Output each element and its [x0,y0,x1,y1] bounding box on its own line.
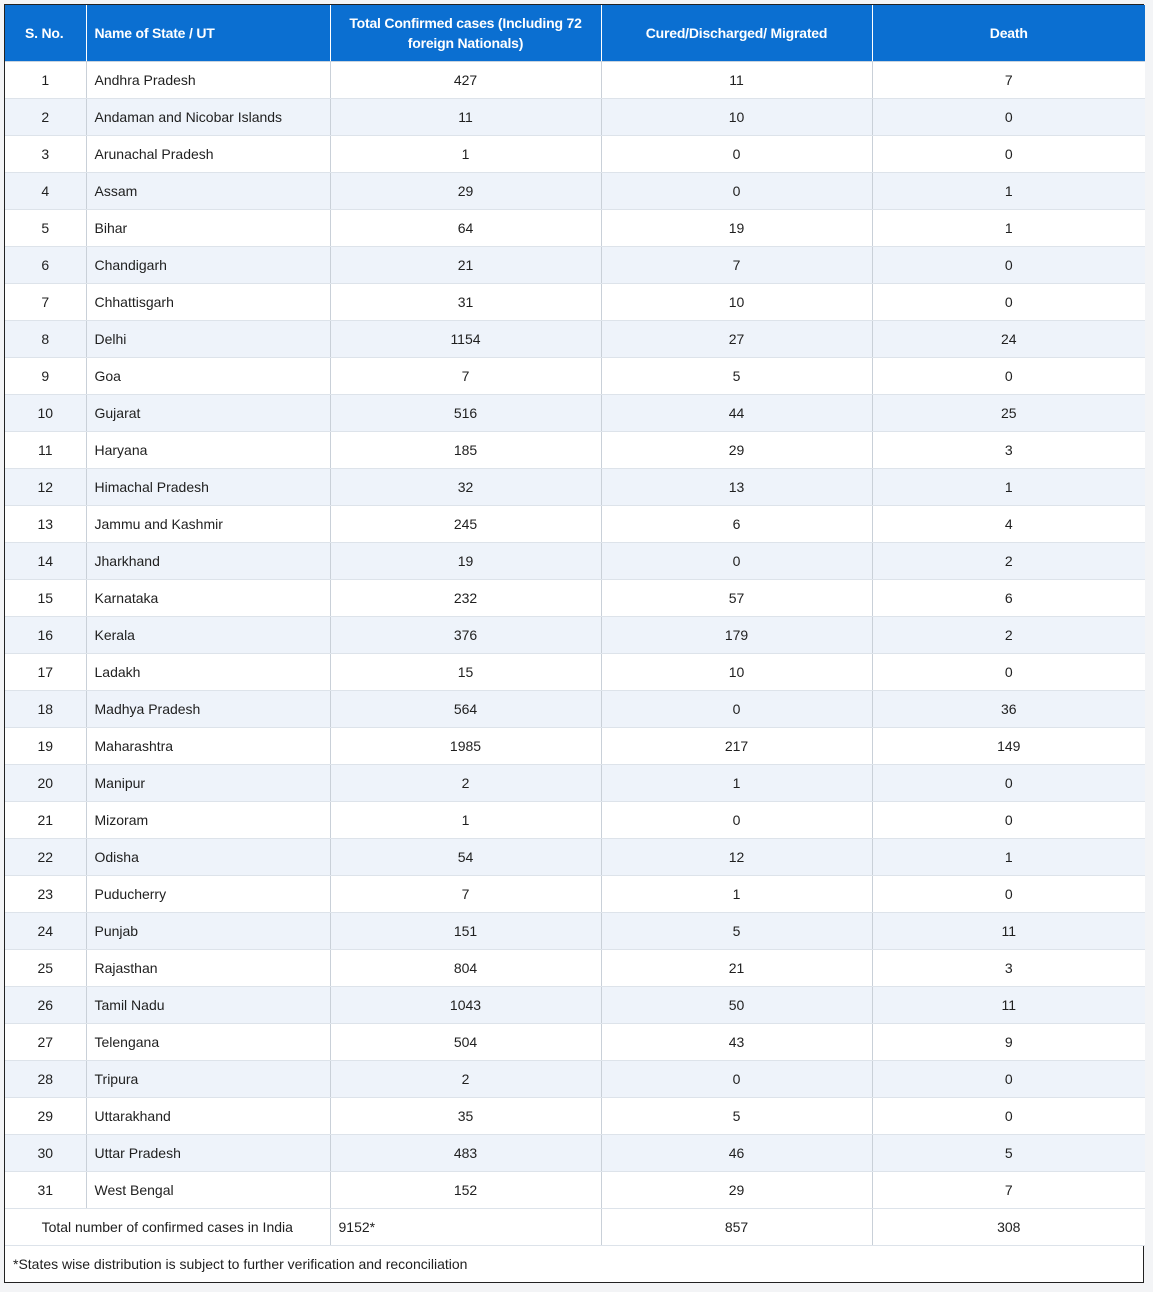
cell-state-name: Andaman and Nicobar Islands [86,99,330,136]
cell-cured: 29 [601,1172,872,1209]
cell-death: 2 [872,617,1145,654]
cell-cured: 0 [601,543,872,580]
cell-state-name: Chhattisgarh [86,284,330,321]
cell-cured: 46 [601,1135,872,1172]
table-row [5,950,1145,987]
cell-death: 11 [872,913,1145,950]
cell-death: 149 [872,728,1145,765]
cell-state-name: Ladakh [86,654,330,691]
table-total [5,1209,1145,1246]
cell-death: 25 [872,395,1145,432]
cell-cured: 10 [601,99,872,136]
total-death: 308 [872,1209,1145,1246]
cell-cured: 179 [601,617,872,654]
table-row [5,728,1145,765]
cell-confirmed: 152 [330,1172,601,1209]
cell-confirmed: 564 [330,691,601,728]
cell-cured: 29 [601,432,872,469]
cell-state-name: Rajasthan [86,950,330,987]
cell-sno: 3 [5,136,86,173]
cell-cured: 57 [601,580,872,617]
table-row [5,469,1145,506]
cell-sno: 8 [5,321,86,358]
table-row [5,691,1145,728]
cell-state-name: Himachal Pradesh [86,469,330,506]
cell-cured: 43 [601,1024,872,1061]
cell-state-name: Uttarakhand [86,1098,330,1135]
cell-state-name: Kerala [86,617,330,654]
cell-sno: 21 [5,802,86,839]
header-cured: Cured/Discharged/ Migrated [601,5,872,62]
table-row [5,1098,1145,1135]
cell-death: 36 [872,691,1145,728]
cell-death: 4 [872,506,1145,543]
cell-state-name: Haryana [86,432,330,469]
cell-sno: 12 [5,469,86,506]
cell-death: 1 [872,173,1145,210]
cell-death: 0 [872,876,1145,913]
cell-death: 6 [872,580,1145,617]
cell-sno: 17 [5,654,86,691]
table-row [5,321,1145,358]
state-cases-table [5,5,1145,1246]
cell-state-name: Goa [86,358,330,395]
total-label: Total number of confirmed cases in India [5,1209,330,1246]
table-row [5,247,1145,284]
header-row [5,5,1145,62]
cell-state-name: Gujarat [86,395,330,432]
state-cases-table-container [4,4,1144,1283]
cell-cured: 1 [601,765,872,802]
cell-death: 0 [872,1061,1145,1098]
cell-cured: 12 [601,839,872,876]
cell-sno: 2 [5,99,86,136]
table-row [5,136,1145,173]
cell-state-name: Jammu and Kashmir [86,506,330,543]
header-death: Death [872,5,1145,62]
cell-confirmed: 21 [330,247,601,284]
cell-death: 3 [872,432,1145,469]
cell-confirmed: 15 [330,654,601,691]
cell-cured: 21 [601,950,872,987]
cell-death: 0 [872,358,1145,395]
cell-sno: 19 [5,728,86,765]
header-state-name: Name of State / UT [86,5,330,62]
cell-cured: 5 [601,358,872,395]
cell-confirmed: 245 [330,506,601,543]
table-row [5,210,1145,247]
table-row [5,395,1145,432]
cell-death: 0 [872,284,1145,321]
table-row [5,654,1145,691]
cell-confirmed: 151 [330,913,601,950]
cell-state-name: Odisha [86,839,330,876]
cell-state-name: Mizoram [86,802,330,839]
cell-sno: 24 [5,913,86,950]
table-row [5,62,1145,99]
cell-state-name: Tamil Nadu [86,987,330,1024]
table-row [5,1135,1145,1172]
cell-sno: 6 [5,247,86,284]
cell-state-name: Manipur [86,765,330,802]
cell-death: 24 [872,321,1145,358]
cell-sno: 20 [5,765,86,802]
cell-death: 0 [872,765,1145,802]
cell-confirmed: 32 [330,469,601,506]
table-row [5,432,1145,469]
cell-confirmed: 1043 [330,987,601,1024]
cell-state-name: Madhya Pradesh [86,691,330,728]
table-row [5,617,1145,654]
cell-cured: 5 [601,1098,872,1135]
cell-sno: 15 [5,580,86,617]
cell-death: 7 [872,62,1145,99]
cell-confirmed: 804 [330,950,601,987]
cell-death: 1 [872,839,1145,876]
cell-confirmed: 31 [330,284,601,321]
cell-death: 9 [872,1024,1145,1061]
cell-sno: 26 [5,987,86,1024]
table-row [5,802,1145,839]
cell-state-name: West Bengal [86,1172,330,1209]
cell-confirmed: 1 [330,136,601,173]
cell-cured: 19 [601,210,872,247]
cell-cured: 0 [601,173,872,210]
cell-death: 5 [872,1135,1145,1172]
total-row [5,1209,1145,1246]
header-total-confirmed: Total Confirmed cases (Including 72 foreign Nationals) [330,5,601,62]
cell-confirmed: 516 [330,395,601,432]
cell-confirmed: 7 [330,876,601,913]
cell-sno: 11 [5,432,86,469]
table-row [5,543,1145,580]
cell-state-name: Tripura [86,1061,330,1098]
cell-sno: 31 [5,1172,86,1209]
cell-cured: 44 [601,395,872,432]
cell-death: 11 [872,987,1145,1024]
total-cured: 857 [601,1209,872,1246]
table-row [5,284,1145,321]
cell-death: 3 [872,950,1145,987]
cell-cured: 7 [601,247,872,284]
cell-confirmed: 376 [330,617,601,654]
table-body [5,62,1145,1209]
cell-confirmed: 427 [330,62,601,99]
cell-cured: 13 [601,469,872,506]
cell-state-name: Bihar [86,210,330,247]
table-row [5,580,1145,617]
cell-cured: 0 [601,1061,872,1098]
cell-death: 1 [872,210,1145,247]
cell-confirmed: 54 [330,839,601,876]
cell-sno: 30 [5,1135,86,1172]
cell-state-name: Punjab [86,913,330,950]
cell-sno: 27 [5,1024,86,1061]
cell-state-name: Assam [86,173,330,210]
cell-death: 7 [872,1172,1145,1209]
header-sno: S. No. [5,5,86,62]
cell-sno: 1 [5,62,86,99]
cell-confirmed: 232 [330,580,601,617]
table-header [5,5,1145,62]
cell-sno: 25 [5,950,86,987]
cell-state-name: Chandigarh [86,247,330,284]
table-row [5,1024,1145,1061]
cell-cured: 27 [601,321,872,358]
cell-death: 2 [872,543,1145,580]
cell-state-name: Maharashtra [86,728,330,765]
cell-confirmed: 35 [330,1098,601,1135]
cell-state-name: Arunachal Pradesh [86,136,330,173]
cell-sno: 10 [5,395,86,432]
cell-cured: 10 [601,284,872,321]
cell-sno: 16 [5,617,86,654]
cell-state-name: Andhra Pradesh [86,62,330,99]
table-row [5,839,1145,876]
cell-death: 1 [872,469,1145,506]
cell-state-name: Uttar Pradesh [86,1135,330,1172]
cell-death: 0 [872,247,1145,284]
cell-state-name: Jharkhand [86,543,330,580]
cell-confirmed: 1985 [330,728,601,765]
cell-sno: 23 [5,876,86,913]
cell-confirmed: 7 [330,358,601,395]
cell-cured: 217 [601,728,872,765]
table-row [5,1061,1145,1098]
cell-confirmed: 483 [330,1135,601,1172]
cell-cured: 6 [601,506,872,543]
cell-confirmed: 19 [330,543,601,580]
cell-cured: 0 [601,691,872,728]
footnote: *States wise distribution is subject to further verification and reconciliation [5,1246,1143,1282]
cell-death: 0 [872,136,1145,173]
table-row [5,1172,1145,1209]
table-row [5,987,1145,1024]
cell-confirmed: 185 [330,432,601,469]
cell-state-name: Delhi [86,321,330,358]
cell-death: 0 [872,802,1145,839]
cell-sno: 22 [5,839,86,876]
cell-cured: 0 [601,802,872,839]
cell-state-name: Puducherry [86,876,330,913]
cell-confirmed: 1 [330,802,601,839]
table-row [5,765,1145,802]
cell-confirmed: 504 [330,1024,601,1061]
cell-cured: 0 [601,136,872,173]
cell-cured: 11 [601,62,872,99]
cell-death: 0 [872,99,1145,136]
cell-sno: 9 [5,358,86,395]
cell-sno: 7 [5,284,86,321]
cell-sno: 18 [5,691,86,728]
cell-confirmed: 2 [330,1061,601,1098]
total-confirmed: 9152* [330,1209,601,1246]
cell-sno: 4 [5,173,86,210]
cell-sno: 5 [5,210,86,247]
cell-sno: 14 [5,543,86,580]
cell-state-name: Telengana [86,1024,330,1061]
cell-sno: 28 [5,1061,86,1098]
cell-death: 0 [872,1098,1145,1135]
table-row [5,913,1145,950]
table-row [5,173,1145,210]
cell-cured: 50 [601,987,872,1024]
cell-cured: 1 [601,876,872,913]
cell-confirmed: 1154 [330,321,601,358]
cell-confirmed: 2 [330,765,601,802]
cell-sno: 13 [5,506,86,543]
cell-confirmed: 29 [330,173,601,210]
cell-cured: 5 [601,913,872,950]
cell-cured: 10 [601,654,872,691]
table-row [5,99,1145,136]
cell-death: 0 [872,654,1145,691]
cell-confirmed: 64 [330,210,601,247]
table-row [5,876,1145,913]
cell-sno: 29 [5,1098,86,1135]
table-row [5,506,1145,543]
table-row [5,358,1145,395]
cell-state-name: Karnataka [86,580,330,617]
cell-confirmed: 11 [330,99,601,136]
